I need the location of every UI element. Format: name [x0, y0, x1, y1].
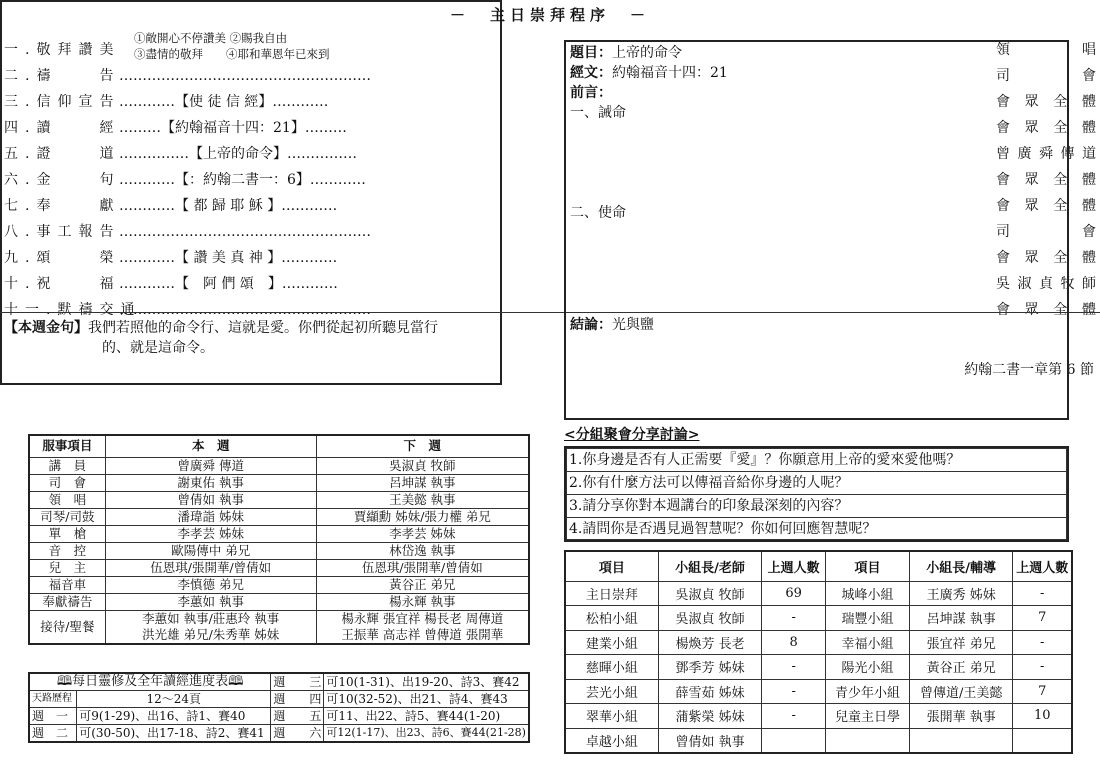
attendance-cell	[1013, 728, 1072, 753]
table-row	[29, 474, 529, 491]
small-groups-table	[564, 550, 1073, 754]
order-item-label: 四.讀 經	[4, 120, 121, 136]
role-cell: 音 控	[29, 542, 105, 559]
group-leader-cell: 鄧季芳 姊妹	[658, 655, 761, 680]
role-cell: 司琴/司鼓	[29, 508, 105, 525]
table-row	[565, 655, 1072, 680]
order-item-label: 二.禱 告	[4, 68, 121, 84]
sermon-notes-box	[564, 40, 1069, 420]
this-week-cell: 謝東佑 執事	[105, 474, 316, 491]
question-item: 3.請分享你對本週講台的印象最深刻的內容？	[566, 494, 1067, 517]
day-cell: 週 六	[271, 725, 324, 743]
this-week-cell: 伍恩琪/張開華/曾倩如	[105, 559, 316, 576]
group-leader-cell: 張宜祥 弟兄	[909, 630, 1013, 655]
role-cell: 單 槍	[29, 525, 105, 542]
reading-plan-table	[28, 672, 530, 743]
col-header: 本 週	[105, 435, 316, 457]
group-leader-cell: 吳淑貞 牧師	[658, 606, 761, 631]
attendance-cell: 8	[762, 630, 826, 655]
table-row	[565, 728, 1072, 753]
this-week-cell	[105, 610, 316, 644]
group-name-cell: 兒童主日學	[826, 704, 910, 729]
next-week-cell: 伍恩琪/張開華/曾倩如	[316, 559, 529, 576]
group-name-cell: 幸福小組	[826, 630, 910, 655]
scripture-label: 經文：	[570, 65, 612, 81]
order-item-leader: 會眾全體	[996, 302, 1096, 318]
reading-cell: 可11、出22、詩5、賽44(1-20)	[324, 708, 529, 725]
table-row	[565, 704, 1072, 729]
order-item-label: 五.證 道	[4, 146, 121, 162]
attendance-cell	[762, 728, 826, 753]
reading-cell: 可(30-50)、出17-18、詩2、賽41	[77, 725, 271, 743]
verse-text-2: 的、就是這命令。	[102, 340, 214, 356]
this-week-line: 李蕙如 執事/莊惠玲 執事	[142, 610, 280, 626]
song-options-line-1: ①敞開心不停讚美 ②賜我自由	[134, 31, 288, 45]
this-week-cell: 李慎德 弟兄	[105, 576, 316, 593]
col-header: 小組長/輔導	[909, 551, 1013, 581]
next-week-line: 楊永輝 張宜祥 楊長老 周傳道	[341, 610, 504, 626]
verse-reference: 約翰二書一章第 6 節	[964, 362, 1094, 378]
conclusion-text: 光與鹽	[612, 317, 654, 333]
order-item-leader: 會眾全體	[996, 198, 1096, 214]
order-item-label: 九.頌 榮	[4, 250, 121, 266]
reading-title: 🕮每日靈修及全年讀經進度表🕮	[29, 673, 271, 691]
table-row	[29, 542, 529, 559]
attendance-cell: 7	[1013, 679, 1072, 704]
order-item-detail: ………………………………………………	[119, 68, 371, 84]
group-leader-cell: 呂坤謀 執事	[909, 606, 1013, 631]
group-leader-cell: 張開華 執事	[909, 704, 1013, 729]
question-item: 4.請問你是否遇見過智慧呢？你如何回應智慧呢？	[566, 517, 1067, 540]
this-week-cell: 潘瑋詣 姊妹	[105, 508, 316, 525]
role-cell: 領 唱	[29, 491, 105, 508]
group-leader-cell: 薛雪茹 姊妹	[658, 679, 761, 704]
next-week-cell: 吳淑貞 牧師	[316, 457, 529, 474]
next-week-line: 王振華 高志祥 曾傳道 張開華	[341, 626, 504, 642]
order-item-label: 七.奉 獻	[4, 198, 121, 214]
role-cell: 奉獻禱告	[29, 593, 105, 610]
table-row	[565, 679, 1072, 704]
table-row	[29, 525, 529, 542]
attendance-cell: 69	[762, 581, 826, 606]
role-cell: 講 員	[29, 457, 105, 474]
role-cell: 兒 主	[29, 559, 105, 576]
next-week-cell: 李孝芸 姊妹	[316, 525, 529, 542]
order-item-detail: ………………………………………………	[119, 302, 371, 318]
order-item-detail: …………【 阿 們 頌 】…………	[119, 276, 338, 292]
attendance-cell: -	[762, 679, 826, 704]
point-two: 二、使命	[570, 205, 626, 221]
group-leader-cell: 楊煥芳 長老	[658, 630, 761, 655]
group-name-cell: 青少年小組	[826, 679, 910, 704]
attendance-cell: -	[1013, 655, 1072, 680]
next-week-cell: 王美懿 執事	[316, 491, 529, 508]
scripture-line	[570, 64, 728, 83]
reading-cell: 可10(32-52)、出21、詩4、賽43	[324, 691, 529, 708]
song-options-line-2: ③盡情的敬拜 ④耶和華恩年已來到	[134, 47, 330, 61]
topic-label: 題目：	[570, 45, 612, 61]
question-list	[564, 446, 1069, 542]
order-item-detail: ………………………………………………	[119, 224, 371, 240]
source-value: 12～24頁	[77, 691, 271, 708]
this-week-cell: 曾廣舜 傳道	[105, 457, 316, 474]
day-cell: 週 二	[29, 725, 77, 743]
group-name-cell: 松柏小組	[565, 606, 658, 631]
this-week-cell: 歐陽傳中 弟兄	[105, 542, 316, 559]
table-row	[29, 593, 529, 610]
order-item-leader: 曾廣舜傳道	[996, 146, 1096, 162]
point-one: 一、誡命	[570, 105, 626, 121]
col-header: 上週人數	[1013, 551, 1072, 581]
attendance-cell: -	[762, 655, 826, 680]
verse-label: 【本週金句】	[4, 320, 88, 336]
table-row	[565, 630, 1072, 655]
this-week-cell: 李孝芸 姊妹	[105, 525, 316, 542]
next-week-cell: 賈纈勳 姊妹/張力權 弟兄	[316, 508, 529, 525]
order-item-label: 六.金 句	[4, 172, 121, 188]
order-item-detail: …………【使 徒 信 經】…………	[119, 94, 329, 110]
table-row	[29, 457, 529, 474]
attendance-cell: -	[762, 606, 826, 631]
col-header: 服事項目	[29, 435, 105, 457]
group-leader-cell	[909, 728, 1013, 753]
table-row	[29, 491, 529, 508]
day-cell: 週 三	[271, 673, 324, 691]
intro-label: 前言：	[570, 85, 612, 101]
role-cell: 司 會	[29, 474, 105, 491]
group-name-cell: 城峰小組	[826, 581, 910, 606]
topic-text: 上帝的命令	[612, 45, 682, 61]
role-cell: 福音車	[29, 576, 105, 593]
order-item-leader: 領 唱	[996, 42, 1096, 58]
attendance-cell: 7	[1013, 606, 1072, 631]
group-leader-cell: 曾傳道/王美懿	[909, 679, 1013, 704]
group-leader-cell: 王廣秀 姊妹	[909, 581, 1013, 606]
this-week-cell: 曾倩如 執事	[105, 491, 316, 508]
col-header: 項目	[826, 551, 910, 581]
attendance-cell: 10	[1013, 704, 1072, 729]
order-item-detail: …………【 都 歸 耶 穌 】…………	[119, 198, 338, 214]
discussion-heading: <分組聚會分享討論>	[564, 427, 700, 443]
order-item-leader: 司 會	[996, 68, 1096, 84]
col-header: 項目	[565, 551, 658, 581]
order-item-detail: …………【：約翰二書一：6】…………	[119, 172, 366, 188]
table-row	[29, 576, 529, 593]
order-item-label: 一.敬拜讚美	[4, 42, 121, 58]
attendance-cell: -	[1013, 581, 1072, 606]
table-row	[29, 559, 529, 576]
col-header: 小組長/老師	[658, 551, 761, 581]
order-item-leader: 會眾全體	[996, 94, 1096, 110]
scripture-text: 約翰福音十四：21	[612, 65, 728, 81]
day-cell: 週 一	[29, 708, 77, 725]
reading-cell: 可10(1-31)、出19-20、詩3、賽42	[324, 673, 529, 691]
topic-line	[570, 44, 682, 63]
discussion-section	[564, 426, 1069, 542]
table-row	[565, 606, 1072, 631]
next-week-cell: 林岱逸 執事	[316, 542, 529, 559]
order-item-leader: 會眾全體	[996, 120, 1096, 136]
group-name-cell: 慈暉小組	[565, 655, 658, 680]
day-cell: 週 五	[271, 708, 324, 725]
group-leader-cell: 吳淑貞 牧師	[658, 581, 761, 606]
table-row	[565, 581, 1072, 606]
group-name-cell: 瑞豐小組	[826, 606, 910, 631]
service-roster-table	[28, 434, 530, 645]
group-name-cell: 陽光小組	[826, 655, 910, 680]
order-item-leader: 會眾全體	[996, 250, 1096, 266]
verse-text-1: 我們若照他的命令行、這就是愛。你們從起初所聽見當行	[88, 320, 438, 336]
group-name-cell: 建業小組	[565, 630, 658, 655]
conclusion-line	[570, 316, 654, 335]
group-leader-cell: 蒲紫榮 姊妹	[658, 704, 761, 729]
group-name-cell: 卓越小組	[565, 728, 658, 753]
order-item-leader: 司 會	[996, 224, 1096, 240]
order-item-leader: 會眾全體	[996, 172, 1096, 188]
order-item-label: 三.信仰宣告	[4, 94, 121, 110]
source-label: 天路歷程	[29, 691, 77, 708]
next-week-cell	[316, 610, 529, 644]
reading-cell: 可9(1-29)、出16、詩1、賽40	[77, 708, 271, 725]
conclusion-label: 結論：	[570, 317, 612, 333]
order-item-label: 十.祝 福	[4, 276, 121, 292]
role-cell: 接待/聖餐	[29, 610, 105, 644]
order-item-label: 八.事工報告	[4, 224, 121, 240]
col-header: 下 週	[316, 435, 529, 457]
group-leader-cell: 黃谷正 弟兄	[909, 655, 1013, 680]
question-item: 1.你身邊是否有人正需要『愛』？你願意用上帝的愛來愛他嗎？	[566, 448, 1067, 471]
order-item-detail: …………【 讚 美 真 神 】…………	[119, 250, 338, 266]
this-week-line: 洪光雄 弟兄/朱秀華 姊妹	[142, 626, 280, 642]
order-item-detail: ………【約翰福音十四：21】………	[119, 120, 347, 136]
attendance-cell: -	[1013, 630, 1072, 655]
next-week-cell: 呂坤謀 執事	[316, 474, 529, 491]
day-cell: 週 四	[271, 691, 324, 708]
group-name-cell: 翠華小組	[565, 704, 658, 729]
table-row	[29, 508, 529, 525]
group-name-cell: 主日崇拜	[565, 581, 658, 606]
order-item-detail: ……………【上帝的命令】……………	[119, 146, 357, 162]
next-week-cell: 楊永輝 執事	[316, 593, 529, 610]
order-item-leader: 吳淑貞牧師	[996, 276, 1096, 292]
reading-cell: 可12(1-17)、出23、詩6、賽44(21-28)	[324, 725, 529, 743]
question-item: 2.你有什麼方法可以傳福音給你身邊的人呢？	[566, 471, 1067, 494]
table-row	[29, 610, 529, 644]
next-week-cell: 黃谷正 弟兄	[316, 576, 529, 593]
group-name-cell	[826, 728, 910, 753]
order-item-label: 十一.默禱交通	[4, 302, 142, 318]
this-week-cell: 李蕙如 執事	[105, 593, 316, 610]
attendance-cell: -	[762, 704, 826, 729]
group-leader-cell: 曾倩如 執事	[658, 728, 761, 753]
order-title: － 主日崇拜程序 －	[449, 6, 650, 24]
group-name-cell: 芸光小組	[565, 679, 658, 704]
col-header: 上週人數	[762, 551, 826, 581]
